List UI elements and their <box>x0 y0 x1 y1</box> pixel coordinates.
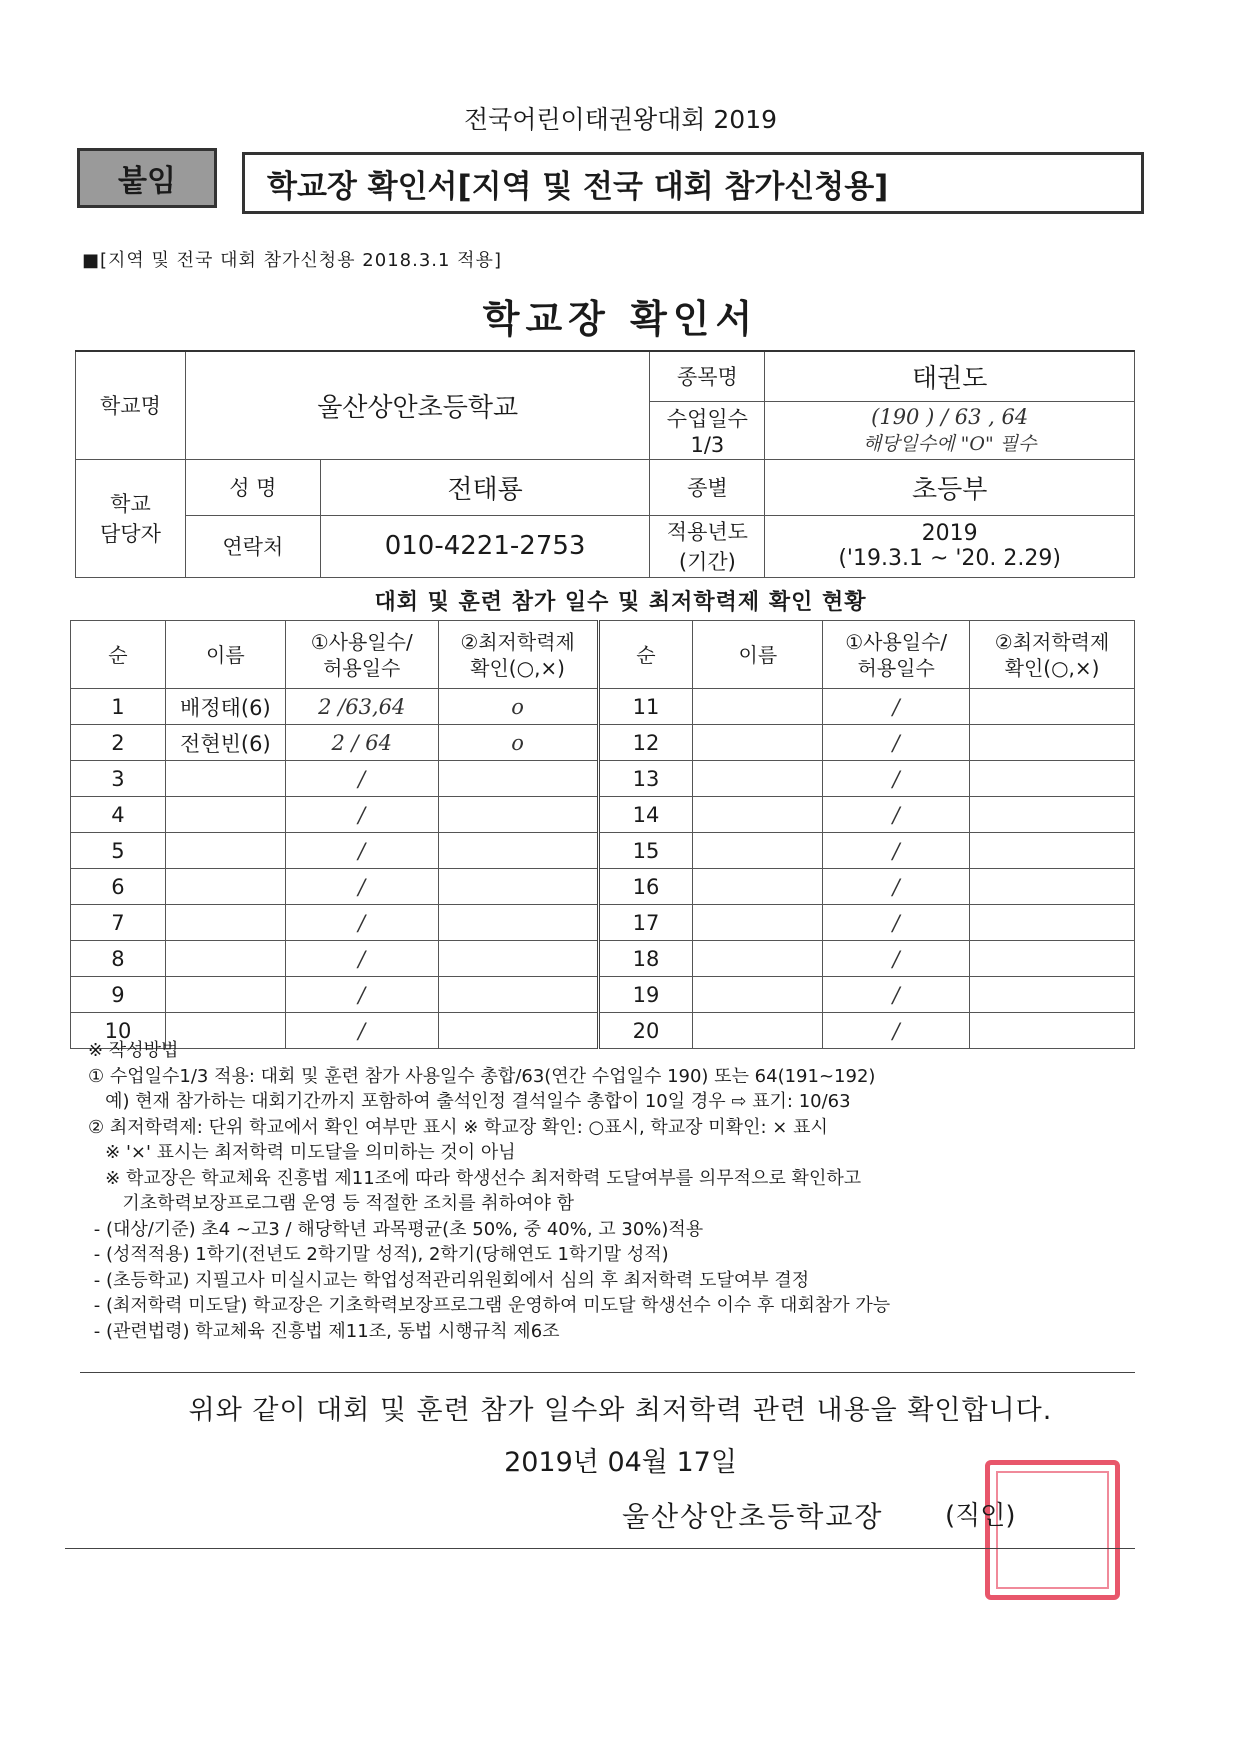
instruction-line: ※ 학교장은 학교체육 진흥법 제11조에 따라 학생선수 최저학력 도달여부를 의무적으로 확인하고 <box>88 1167 862 1189</box>
row-min-right <box>970 869 1135 905</box>
row-days: / <box>285 797 438 833</box>
year-label-line1: 적용년도 <box>666 520 748 544</box>
school-label: 학교명 <box>76 351 186 459</box>
header-days-right-line1: ①사용일수/ <box>845 629 948 654</box>
header-min <box>438 621 598 689</box>
participant-row <box>71 905 1135 941</box>
header-days-line1: ①사용일수/ <box>310 629 413 654</box>
name-value: 전태룡 <box>320 459 650 515</box>
year-value: 2019 <box>921 521 978 546</box>
instruction-line: - (관련법령) 학교체육 진흥법 제11조, 동법 시행규칙 제6조 <box>88 1320 560 1342</box>
participants-table <box>70 620 1135 1049</box>
row-name-right <box>693 689 823 725</box>
row-name: 전현빈(6) <box>165 725 285 761</box>
divider <box>80 1372 1135 1373</box>
row-min-right <box>970 725 1135 761</box>
row-min <box>438 833 598 869</box>
row-min: o <box>438 725 598 761</box>
row-no-right: 13 <box>598 761 693 797</box>
sport-label: 종목명 <box>650 351 765 401</box>
header-title: 학교장 확인서[지역 및 전국 대회 참가신청용] <box>242 152 1144 214</box>
row-min <box>438 761 598 797</box>
row-name <box>165 941 285 977</box>
row-name-right <box>693 761 823 797</box>
row-days-right: / <box>823 689 970 725</box>
class-days-value: (190 ) / 63 , 64 <box>871 404 1029 429</box>
row-name: 배정태(6) <box>165 689 285 725</box>
row-name <box>165 977 285 1013</box>
row-no-right: 20 <box>598 1013 693 1049</box>
row-min-right <box>970 833 1135 869</box>
row-min-right <box>970 761 1135 797</box>
row-name <box>165 833 285 869</box>
participant-row <box>71 833 1135 869</box>
instruction-line: ② 최저학력제: 단위 학교에서 확인 여부만 표시 ※ 학교장 확인: ○표시, 학교장 미확인: × 표시 <box>88 1116 828 1138</box>
header-min-line1: ②최저학력제 <box>460 629 575 654</box>
row-min-right <box>970 977 1135 1013</box>
row-no: 8 <box>71 941 166 977</box>
category-label: 종별 <box>650 459 765 515</box>
participant-row <box>71 941 1135 977</box>
row-no-right: 14 <box>598 797 693 833</box>
participant-row <box>71 761 1135 797</box>
header-days-line2: 허용일수 <box>323 655 401 680</box>
row-days-right: / <box>823 725 970 761</box>
class-days-cell <box>765 401 1135 459</box>
info-table <box>75 350 1135 578</box>
attachment-badge: 붙임 <box>77 148 217 208</box>
row-min <box>438 941 598 977</box>
row-no-right: 18 <box>598 941 693 977</box>
row-days-right: / <box>823 833 970 869</box>
row-no-right: 19 <box>598 977 693 1013</box>
header-days-right-line2: 허용일수 <box>857 655 935 680</box>
instruction-line: - (최저학력 미도달) 학교장은 기초학력보장프로그램 운영하여 미도달 학생선수 이수 후 대회참가 가능 <box>88 1295 891 1316</box>
row-min <box>438 905 598 941</box>
row-min-right <box>970 941 1135 977</box>
header-no-right: 순 <box>598 621 693 689</box>
header-min-line2: 확인(○,×) <box>470 655 565 680</box>
row-days: / <box>285 977 438 1013</box>
seal-mark: (직인) <box>945 1501 1016 1531</box>
staff-label-line1: 학교 <box>110 492 151 516</box>
row-days-right: / <box>823 977 970 1013</box>
instruction-line: - (성적적용) 1학기(전년도 2학기말 성적), 2학기(당해연도 1학기말 성적) <box>88 1244 669 1265</box>
row-days-right: / <box>823 761 970 797</box>
header-min-right-line1: ②최저학력제 <box>994 629 1110 654</box>
row-no: 5 <box>71 833 166 869</box>
header-name: 이름 <box>165 621 285 689</box>
class-days-note: 해당일수에 "O" 필수 <box>862 432 1037 455</box>
row-name-right <box>693 977 823 1013</box>
instructions <box>88 1038 1148 1344</box>
staff-label-line2: 담당자 <box>100 522 161 546</box>
participant-row <box>71 977 1135 1013</box>
bottom-divider <box>65 1548 1135 1549</box>
class-days-label <box>650 401 765 459</box>
contact-label: 연락처 <box>185 515 320 577</box>
participant-row <box>71 869 1135 905</box>
row-name-right <box>693 941 823 977</box>
row-days: / <box>285 1013 438 1049</box>
row-name-right <box>693 833 823 869</box>
row-no-right: 12 <box>598 725 693 761</box>
header-days-right <box>823 621 970 689</box>
row-no-right: 16 <box>598 869 693 905</box>
header-name-right: 이름 <box>693 621 823 689</box>
row-name-right <box>693 869 823 905</box>
row-min-right <box>970 689 1135 725</box>
row-days: / <box>285 869 438 905</box>
name-label: 성 명 <box>185 459 320 515</box>
row-min: o <box>438 689 598 725</box>
form-note: ■[지역 및 전국 대회 참가신청용 2018.3.1 적용] <box>82 250 502 271</box>
staff-label <box>76 459 186 577</box>
event-title: 전국어린이태권왕대회 2019 <box>463 105 778 134</box>
row-days-right: / <box>823 905 970 941</box>
instruction-line: - (대상/기준) 초4 ~고3 / 해당학년 과목평균(초 50%, 중 40%, 고 30%)적용 <box>88 1218 704 1240</box>
row-no-right: 15 <box>598 833 693 869</box>
row-days: 2 /63,64 <box>285 689 438 725</box>
row-no: 3 <box>71 761 166 797</box>
row-name-right <box>693 797 823 833</box>
header-min-right <box>970 621 1135 689</box>
row-min-right <box>970 905 1135 941</box>
document-title: 학교장 확인서 <box>482 297 759 341</box>
year-cell <box>765 515 1135 577</box>
sport-value: 태권도 <box>765 351 1135 401</box>
row-no: 6 <box>71 869 166 905</box>
contact-value: 010-4221-2753 <box>320 515 650 577</box>
row-days: / <box>285 905 438 941</box>
row-no: 4 <box>71 797 166 833</box>
principal-name: 울산상안초등학교장 <box>622 1500 884 1533</box>
school-name: 울산상안초등학교 <box>185 351 650 459</box>
year-label <box>650 515 765 577</box>
row-name-right <box>693 905 823 941</box>
row-name <box>165 761 285 797</box>
row-min-right <box>970 797 1135 833</box>
header-days <box>285 621 438 689</box>
row-no-right: 17 <box>598 905 693 941</box>
row-min <box>438 797 598 833</box>
row-days: 2 / 64 <box>285 725 438 761</box>
row-no-right: 11 <box>598 689 693 725</box>
row-days: / <box>285 941 438 977</box>
row-days-right: / <box>823 869 970 905</box>
participants-header-row <box>71 621 1135 689</box>
row-no: 9 <box>71 977 166 1013</box>
row-name <box>165 905 285 941</box>
instruction-line: ※ '×' 표시는 최저학력 미도달을 의미하는 것이 아님 <box>88 1142 516 1163</box>
year-period: ('19.3.1 ~ '20. 2.29) <box>838 546 1061 571</box>
class-days-label-line1: 수업일수 <box>666 407 748 431</box>
row-days: / <box>285 761 438 797</box>
participant-row <box>71 797 1135 833</box>
row-no: 10 <box>71 1013 166 1049</box>
header-min-right-line2: 확인(○,×) <box>1004 655 1100 680</box>
row-min <box>438 977 598 1013</box>
row-name-right <box>693 725 823 761</box>
row-no: 2 <box>71 725 166 761</box>
status-heading: 대회 및 훈련 참가 일수 및 최저학력제 확인 현황 <box>374 590 867 615</box>
row-no: 1 <box>71 689 166 725</box>
instruction-line: 예) 현재 참가하는 대회기간까지 포함하여 출석인정 결석일수 총합이 10일 경우 ⇨ 표기: 10/63 <box>88 1091 851 1112</box>
row-name <box>165 869 285 905</box>
header-no: 순 <box>71 621 166 689</box>
instruction-line: 기초학력보장프로그램 운영 등 적절한 조치를 취하여야 함 <box>88 1193 574 1214</box>
instructions-title: ※ 작성방법 <box>88 1040 179 1061</box>
row-days-right: / <box>823 1013 970 1049</box>
row-days: / <box>285 833 438 869</box>
class-days-label-line2: 1/3 <box>690 433 725 457</box>
instruction-line: ① 수업일수1/3 적용: 대회 및 훈련 참가 사용일수 총합/63(연간 수업일수 190) 또는 64(191~192) <box>88 1065 876 1087</box>
row-no: 7 <box>71 905 166 941</box>
row-days-right: / <box>823 797 970 833</box>
row-name <box>165 797 285 833</box>
instructions-list <box>88 1064 1148 1345</box>
year-label-line2: (기간) <box>678 550 736 574</box>
instruction-line: - (초등학교) 지필고사 미실시교는 학업성적관리위원회에서 심의 후 최저학력 도달여부 결정 <box>88 1269 810 1291</box>
category-value: 초등부 <box>765 459 1135 515</box>
confirmation-date: 2019년 04월 17일 <box>504 1447 737 1478</box>
participant-row <box>71 725 1135 761</box>
row-days-right: / <box>823 941 970 977</box>
row-min <box>438 869 598 905</box>
confirmation-text: 위와 같이 대회 및 훈련 참가 일수와 최저학력 관련 내용을 확인합니다. <box>188 1395 1053 1426</box>
participant-row <box>71 689 1135 725</box>
